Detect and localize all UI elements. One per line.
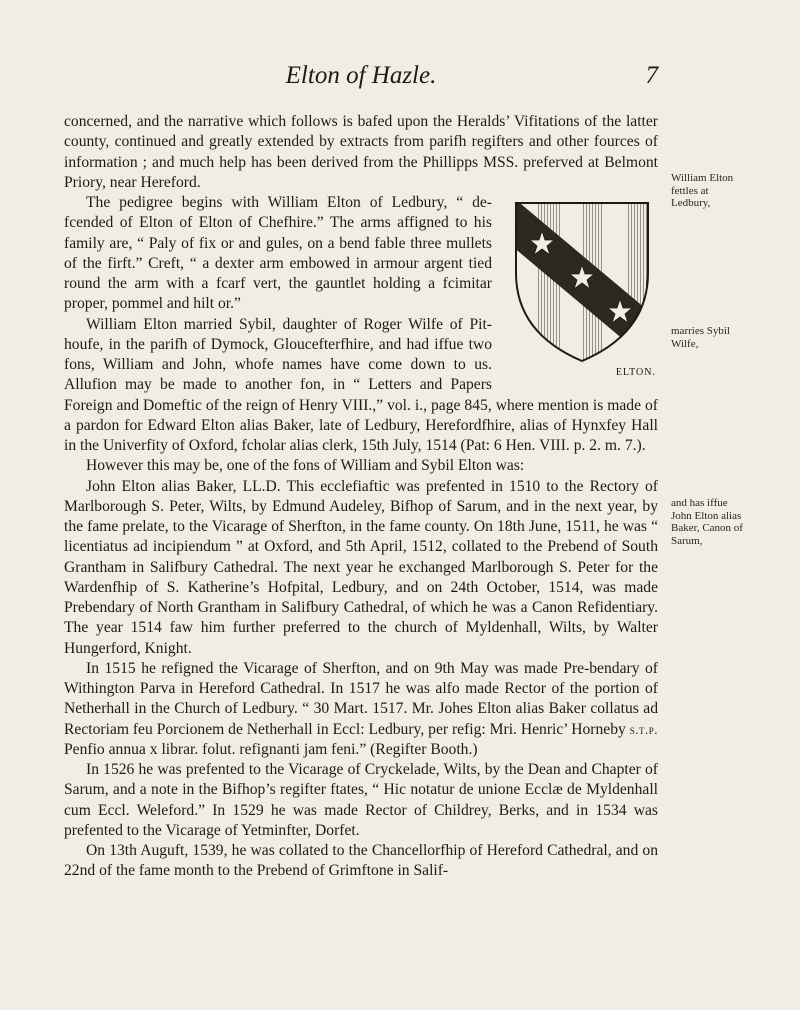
paragraph: On 13th Auguft, 1539, he was collated to the Chancellorfhip of Hereford Cathedral, and on 22nd of the fame month to the Prebend of Grimftone in Salif- xyxy=(64,842,658,880)
degree-abbreviation: s.t.p. xyxy=(629,721,658,737)
paragraph-text: In 1515 he refigned the Vicarage of Sherfton, and on 9th May was made Pre-bendary of Withington Parva in Hereford Cathedral. In 1517 he was alfo made Rector of the portion of Netherhall in the Church of Ledbury. “ 30 Mart. 1517. Mr. Johes Elton alias Baker collatus ad Rectoriam feu Porcionem de Netherhall in Eccl: Ledbury, per refig: Mri. Henric’ Horneby xyxy=(64,659,658,738)
margin-note: William Elton fettles at Ledbury, xyxy=(671,172,734,209)
main-text xyxy=(64,112,658,882)
paragraph: John Elton alias Baker, LL.D. This ecclefiaftic was prefented in 1510 to the Rectory of Marlborough S. Peter, Wilts, by Edmund Audeley, Bifhop of Sarum, and in the next year, by the fame prelate, to the Vicarage of Sherfton, in the fame county. On 18th June, 1511, he was “ licentiatus ad incipiendum ” at Oxford, and 5th April, 1512, collated to the Prebend of South Grantham in Salifbury Cathedral. The next year he exchanged Marlborough S. Peter for the Wardenfhip of S. Katherine’s Hofpital, Ledbury, and on 24th October, 1514, was made Prebendary of North Grantham in Salifbury Cathedral, of which he was a Canon Refidentiary. The year 1514 faw him further preferred to the church of Myldenhall, Wilts, by Walter Hungerford, Knight. xyxy=(64,477,658,657)
shield-icon xyxy=(502,195,662,365)
paragraph-text: Penfio annua x librar. folut. refignanti jam feni.” (Regifter Booth.) xyxy=(64,740,478,758)
paragraph: In 1526 he was prefented to the Vicarage of Cryckelade, Wilts, by the Dean and Chapter of Sarum, and a note in the Bifhop’s regifter ftates, “ Hic notatur de unione Ecclæ de Myldenhall cum Eccl. Weleford.” In 1529 he was made Rector of Childrey, Berks, and in 1534 was prefented to the Vicarage of Yetminfter, Dorfet. xyxy=(64,761,658,839)
figure-caption: ELTON. xyxy=(615,367,656,378)
page-number: 7 xyxy=(645,62,658,89)
running-header xyxy=(64,62,658,96)
paragraph: The pedigree begins with William Elton of Ledbury, “ de-fcended of Elton of Elton of Chefhire.” The arms affigned to his family are, “ Paly of fix or and gules, on a bend fable three mullets of the firft.” Creft, “ a dexter arm embowed in armour argent tied round the arm with a fcarf vert, the gauntlet holding a fcimitar proper, pommel and hilt or.” xyxy=(64,194,492,313)
running-title: Elton of Hazle. xyxy=(285,62,437,89)
paragraph: However this may be, one of the fons of William and Sybil Elton was: xyxy=(86,457,525,475)
coat-of-arms-figure xyxy=(502,195,662,381)
margin-note: marries Sybil Wilfe, xyxy=(671,325,730,350)
paragraph xyxy=(64,659,658,760)
margin-note: and has iffue John Elton alias Baker, Canon of Sarum, xyxy=(671,497,743,547)
paragraph: William Elton married Sybil, daughter of Roger Wilfe of Pit-houfe, in the parifh of Dymock, Gloucefterfhire, and had iffue two fons, William and John, whofe names have come down to us. Allufion may be made to another fon, in “ Letters and Papers Foreign and Domeftic of the reign of Henry VIII.,” vol. i., page 845, where mention is made of a pardon for Edward Elton alias Baker, late of Ledbury, Herefordfhire, alias of Hynxfey Hall in the Univerfity of Oxford, fcholar alias clerk, 15th July, 1514 (Pat: 6 Hen. VIII. p. 2. m. 7.). xyxy=(64,315,658,454)
paragraph: concerned, and the narrative which follows is bafed upon the Heralds’ Vifitations of the latter county, continued and greatly extended by extracts from parifh regifters and other fources of information ; and much help has been derived from the Phillipps MSS. preferved at Belmont Priory, near Hereford. xyxy=(64,113,658,191)
